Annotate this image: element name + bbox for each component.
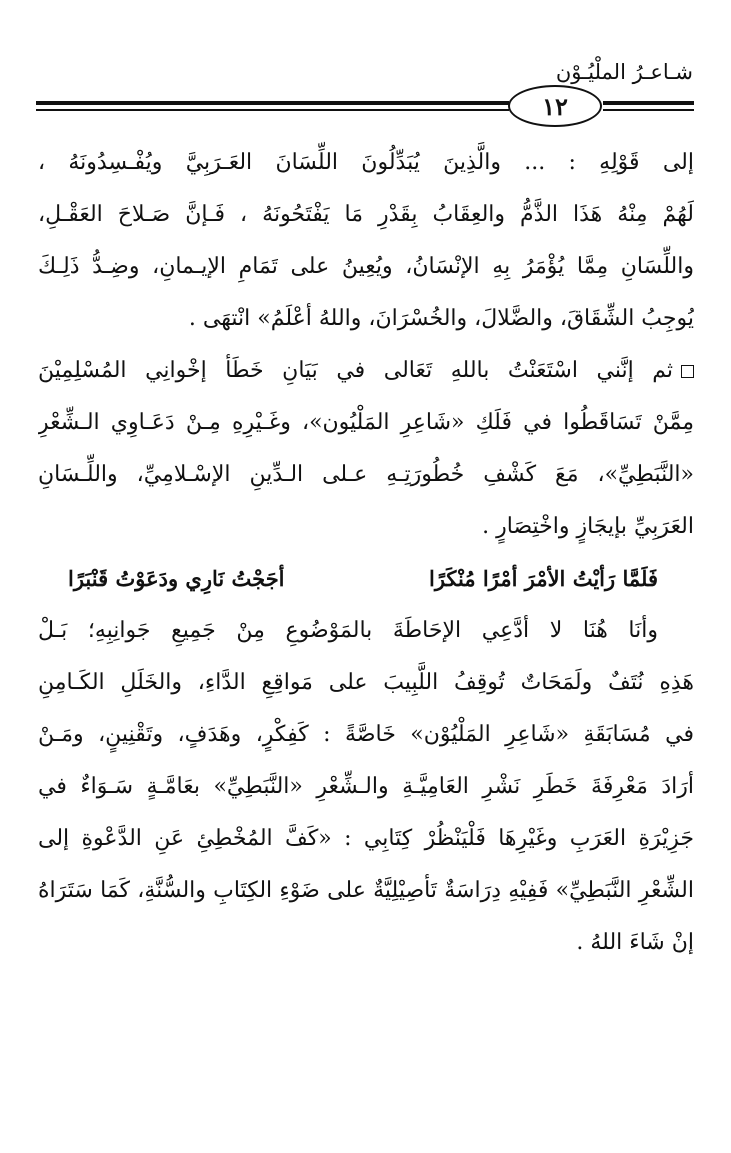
text-line: في مُسَابَقَةِ «شَاعِرِ المَلْيُوْن» خَاصَّةً : كَفِكْرٍ، وهَدَفٍ، وتَقْنِينٍ، ومَـنْ xyxy=(38,722,694,747)
text-line: جَزِيْرَةِ العَرَبِ وغَيْرِهَا فَلْيَنْظُرْ كِتَابِي : «كَفَّ المُخْطِئِ عَنِ الدَّعْوةِ إلى xyxy=(38,826,694,851)
text-line-content: ثم إنَّني اسْتَعَنْتُ باللهِ تَعَالى في بَيَانِ خَطَأ إخْوانِي المُسْلِمِيْنَ xyxy=(38,358,673,383)
text-line: مِمَّنْ تَسَاقَطُوا في فَلَكِ «شَاعِرِ المَلْيُون»، وغَـيْرِهِ مِـنْ دَعَـاوِي الـشِّعْرِ xyxy=(38,410,694,435)
text-line: «النَّبَطِيِّ»، مَعَ كَشْفِ خُطُورَتِـهِ عـلى الـدِّينِ الإسْـلامِيِّ، واللِّـسَانِ xyxy=(38,462,694,487)
text-line: أرَادَ مَعْرِفَةَ خَطَرِ نَشْرِ العَامِيَّـةِ والـشِّعْرِ «النَّبَطِيِّ» بعَامَّـةٍ سَـوَاءٌ في xyxy=(38,774,694,799)
verse-second-hemistich: أجَجْتُ نَارِي ودَعَوْتُ قَنْبَرًا xyxy=(68,566,285,591)
verse-first-hemistich: فَلَمَّا رَأيْتُ الأمْرَ أمْرًا مُنْكَرًا xyxy=(429,566,658,591)
text-line: وأنَا هُنَا لا أدَّعِي الإحَاطَةَ بالمَوْضُوعِ مِنْ جَمِيعِ جَوانِبِهِ؛ بَـلْ xyxy=(38,618,658,643)
running-title: شـاعـرُ الملْيُـوْن xyxy=(555,60,693,84)
text-line: هَذِهِ نُتَفٌ ولَمَحَاتٌ تُوقِفُ اللَّبِيبَ على مَواقِعِ الدَّاءِ، والخَلَلِ الكَـامِنِ xyxy=(38,670,694,695)
page-number xyxy=(508,85,602,127)
paragraph-square-icon xyxy=(681,365,694,378)
text-line: واللِّسَانِ مِمَّا يُؤْمَرُ بِهِ الإنْسَانُ، ويُعِينُ على تَمَامِ الإيـمانِ، وضِـدُّ ذَلِـكَ xyxy=(38,254,694,279)
header-rule-thick xyxy=(36,101,509,105)
text-line: يُوجِبُ الشِّقَاقَ، والضَّلالَ، والخُسْرَانَ، واللهُ أعْلَمُ» انْتهَى . xyxy=(188,306,694,331)
text-line: إلى قَوْلِهِ : ... والَّذِينَ يُبَدِّلُونَ اللِّسَانَ العَـرَبِيَّ ويُفْـسِدُونَهُ ، xyxy=(38,150,694,175)
text-line xyxy=(38,345,694,397)
text-line: العَرَبِيِّ بإيجَازٍ واخْتِصَارٍ . xyxy=(482,514,694,539)
header-rule-right-thin xyxy=(603,109,694,111)
poem-verse xyxy=(38,553,694,605)
text-line: الشِّعْرِ النَّبَطِيِّ» فَفِيْهِ دِرَاسَةٌ تَأصِيْلِيَّةٌ على ضَوْءِ الكِتَابِ والسُّنَّةِ، كَمَا سَتَرَاهُ xyxy=(38,878,694,903)
header-rule-thin xyxy=(36,109,509,111)
text-line: لَهُمْ مِنْهُ هَذَا الذَّمُّ والعِقَابُ بِقَدْرِ مَا يَفْتَحُونَهُ ، فَـإنَّ صَـلاحَ العَقْـلِ، xyxy=(38,202,694,227)
header-rule-right-thick xyxy=(603,101,694,105)
page-number-text: ١٢ xyxy=(542,91,568,121)
text-line: إنْ شَاءَ اللهُ . xyxy=(576,930,694,955)
body-text xyxy=(38,137,694,969)
